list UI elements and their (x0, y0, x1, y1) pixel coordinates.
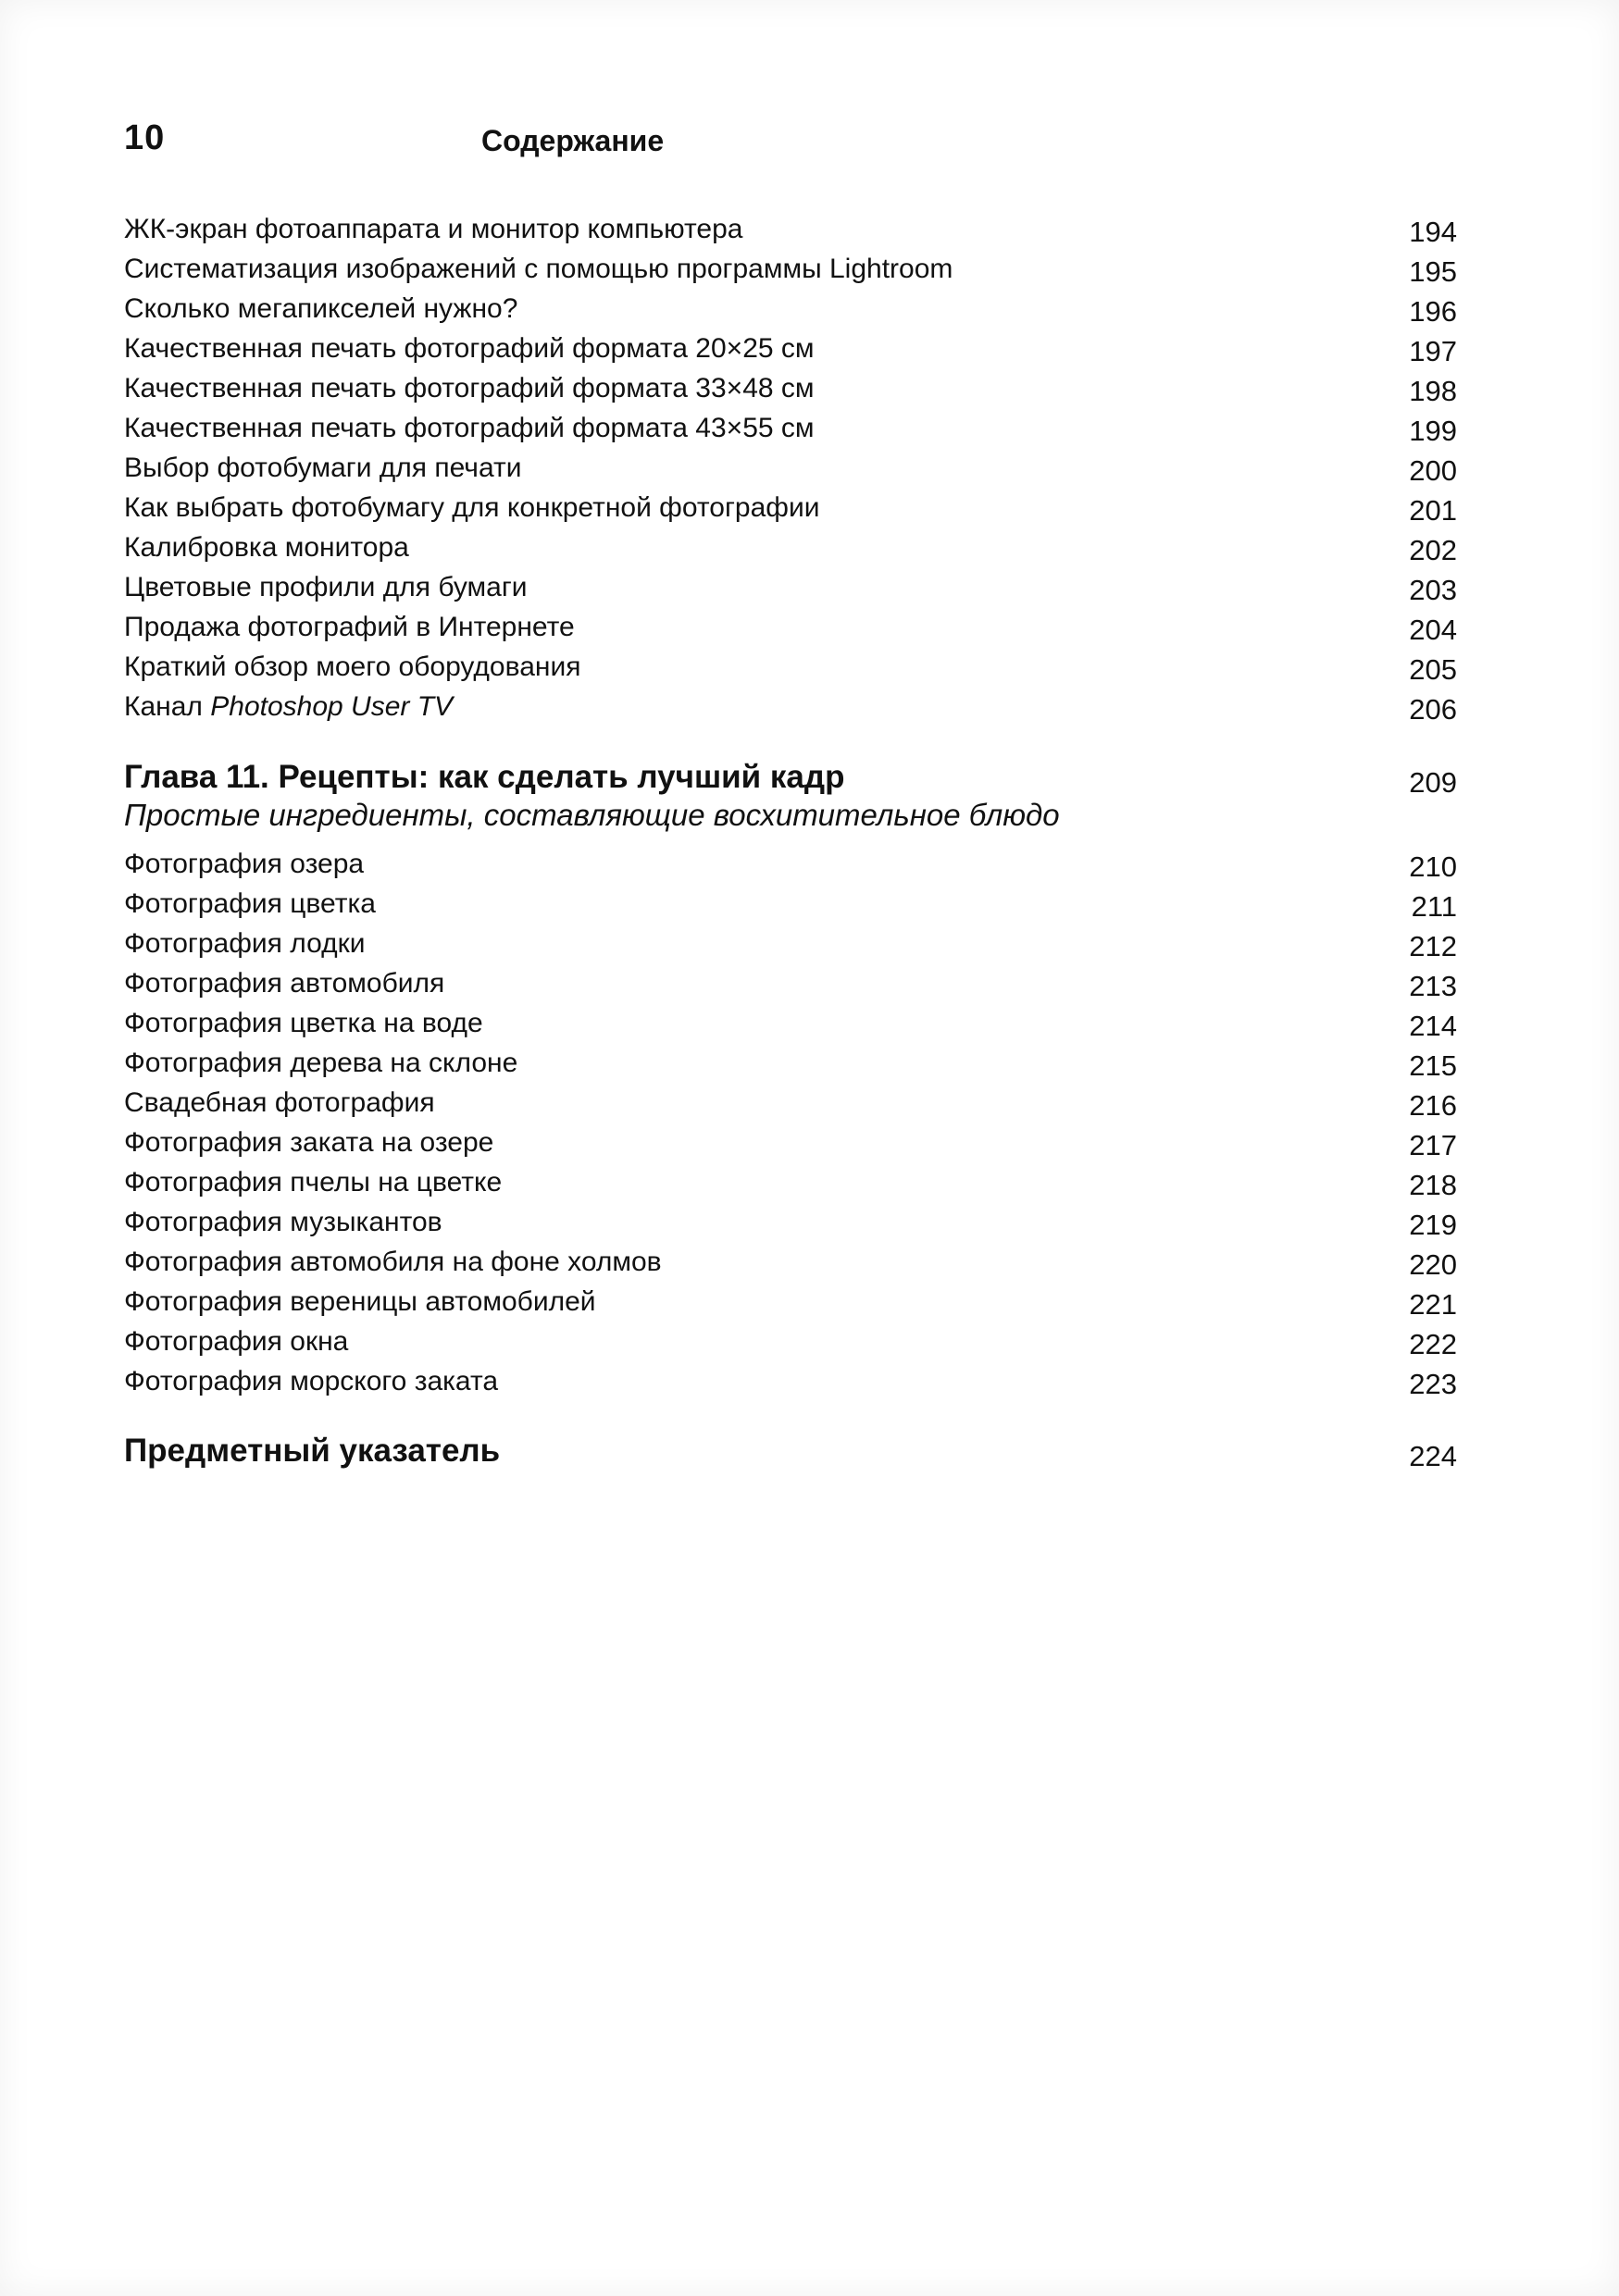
toc-entry-page: 203 (1409, 574, 1457, 606)
toc-entry-title: Фотография пчелы на цветке (124, 1167, 503, 1198)
toc-entry (124, 960, 1466, 1002)
toc-entry-page: 199 (1409, 415, 1457, 447)
toc-entry-title: Фотография цветка на воде (124, 1008, 483, 1038)
toc-entry-title: Сколько мегапикселей нужно? (124, 293, 518, 324)
toc-entry (124, 1039, 1466, 1082)
toc-entry (124, 524, 1466, 564)
toc-entry-title: Фотография автомобиля (124, 968, 445, 999)
index-page: 224 (1409, 1440, 1457, 1472)
toc-entry-title: Краткий обзор моего оборудования (124, 652, 581, 682)
toc-entry (124, 564, 1466, 606)
toc-entry-page: 202 (1409, 534, 1457, 566)
chapter-page: 209 (1409, 766, 1457, 799)
toc-entry (124, 1278, 1466, 1321)
toc-entry-title: Калибровка монитора (124, 532, 409, 563)
toc-entry-title: Фотография лодки (124, 928, 366, 959)
toc-entry-page: 194 (1409, 216, 1457, 248)
running-header (124, 118, 1466, 165)
page-number: 10 (124, 118, 166, 157)
toc-entry (124, 245, 1466, 288)
toc-entry (124, 880, 1466, 923)
toc-entry-title: Фотография морского заката (124, 1366, 499, 1396)
toc-entry-title: Фотография заката на озере (124, 1127, 494, 1158)
toc-entry-page: 196 (1409, 295, 1457, 328)
toc-entry-page: 204 (1409, 614, 1457, 646)
toc-entry (124, 205, 1466, 248)
toc-entry-page: 223 (1409, 1368, 1457, 1400)
toc-entry (124, 285, 1466, 328)
toc-entry (124, 444, 1466, 487)
section-title: Содержание (481, 124, 665, 157)
toc-entry-page: 219 (1409, 1209, 1457, 1241)
toc-entry-title: Продажа фотографий в Интернете (124, 612, 575, 642)
toc-entry-title: Фотография озера (124, 849, 365, 879)
toc-entry-title: Фотография дерева на склоне (124, 1048, 518, 1078)
toc-entry-page: 215 (1409, 1049, 1457, 1082)
toc-entry-title: Фотография автомобиля на фоне холмов (124, 1247, 662, 1277)
toc-entry-page: 200 (1409, 454, 1457, 487)
toc-entry-page: 213 (1409, 970, 1457, 1002)
toc-entry (124, 999, 1466, 1042)
toc-entry-title: Цветовые профили для бумаги (124, 572, 528, 602)
toc-entry-title: Свадебная фотография (124, 1087, 435, 1118)
toc-entry-title: Систематизация изображений с помощью программы Lightroom (124, 254, 953, 284)
toc-entry-page: 201 (1409, 494, 1457, 527)
toc-entry-page: 206 (1409, 693, 1457, 726)
toc-entry (124, 484, 1466, 527)
toc-entry-title: Фотография окна (124, 1326, 349, 1357)
toc-entry (124, 683, 1466, 726)
toc-entry (124, 1358, 1466, 1400)
toc-entry-page: 198 (1409, 375, 1457, 407)
toc-entry-page: 220 (1409, 1248, 1457, 1281)
toc-entry-title: Качественная печать фотографий формата 33×48 см (124, 373, 815, 403)
toc-entry-page: 216 (1409, 1089, 1457, 1122)
chapter-heading (124, 751, 1466, 799)
toc-entry-title: Фотография музыкантов (124, 1207, 442, 1237)
toc-entry-title: Как выбрать фотобумагу для конкретной фотографии (124, 492, 820, 523)
toc-entry-title-prefix: Канал (124, 691, 211, 722)
toc-entry (124, 840, 1466, 883)
toc-entry-title: Выбор фотобумаги для печати (124, 453, 522, 483)
toc-entry (124, 1318, 1466, 1358)
toc-entry-page: 211 (1411, 890, 1457, 923)
chapter-subtitle: Простые ингредиенты, составляющие восхитительное блюдо (124, 798, 1060, 832)
toc-entry-page: 197 (1409, 335, 1457, 367)
toc-entry (124, 1079, 1466, 1122)
toc-entry-title: ЖК-экран фотоаппарата и монитор компьютера (124, 214, 743, 244)
toc-entry-title: Качественная печать фотографий формата 20×25 см (124, 333, 815, 364)
toc-entry-page: 218 (1409, 1169, 1457, 1201)
toc-entry-title: Фотография цветка (124, 888, 376, 919)
toc-entry (124, 1159, 1466, 1201)
toc-entry-title: Качественная печать фотографий формата 43×55 см (124, 413, 815, 443)
toc-entry (124, 1198, 1466, 1241)
toc-entry-page: 221 (1409, 1288, 1457, 1321)
toc-entry-page: 210 (1409, 850, 1457, 883)
toc-entry (124, 1238, 1466, 1281)
toc-entry (124, 325, 1466, 365)
toc-entry-title-italic: Photoshop User TV (210, 691, 454, 722)
toc-entry (124, 603, 1466, 646)
toc-entry (124, 920, 1466, 960)
chapter-title: Глава 11. Рецепты: как сделать лучший кадр (124, 759, 845, 795)
toc-entry (124, 404, 1466, 447)
index-entry (124, 1425, 1466, 1470)
toc-entry-title (124, 691, 453, 723)
toc-entry-page: 195 (1409, 255, 1457, 288)
toc-entry-title: Фотография вереницы автомобилей (124, 1286, 596, 1317)
toc-entry-page: 214 (1409, 1010, 1457, 1042)
toc-entry (124, 1119, 1466, 1159)
toc-entry (124, 365, 1466, 407)
toc-entry-page: 212 (1409, 930, 1457, 962)
toc-entry-page: 217 (1409, 1129, 1457, 1161)
toc-entry (124, 643, 1466, 686)
index-title: Предметный указатель (124, 1433, 501, 1469)
toc-entry-page: 222 (1409, 1328, 1457, 1360)
toc-entry-page: 205 (1409, 653, 1457, 686)
